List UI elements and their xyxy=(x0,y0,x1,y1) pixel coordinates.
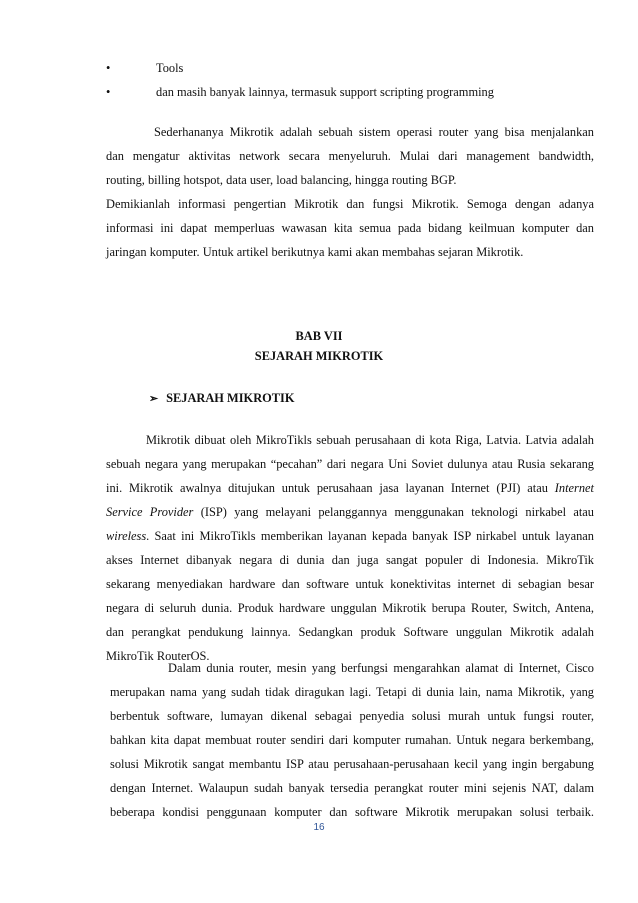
paragraph-definition xyxy=(106,120,594,264)
arrow-bullet-icon: ➢ xyxy=(149,393,159,405)
section-title: SEJARAH MIKROTIK xyxy=(166,391,295,405)
text-line: bahkan kita dapat membuat router sendiri dari komputer rumahan. Untuk negara berkembang, xyxy=(110,733,594,747)
bullet-mark: • xyxy=(106,61,111,75)
chapter-title: SEJARAH MIKROTIK xyxy=(254,349,384,363)
text-line: Dalam dunia router, mesin yang berfungsi mengarahkan alamat di Internet, Cisco xyxy=(168,661,594,675)
text-line: dan mengatur aktivitas network secara menyeluruh. Mulai dari management bandwidth, xyxy=(106,149,594,163)
section-heading xyxy=(149,390,295,407)
text-line: sekarang menyediakan hardware dan software untuk konektivitas internet di sebagian besar xyxy=(106,577,594,591)
page-number: 16 xyxy=(313,822,325,833)
text-line: Demikianlah informasi pengertian Mikrotik dan fungsi Mikrotik. Semoga dengan adanya xyxy=(106,197,594,211)
text-line: negara di seluruh dunia. Produk hardware unggulan Mikrotik berupa Router, Switch, Antena, xyxy=(106,601,594,615)
bullet-text: Tools xyxy=(156,61,184,75)
text-line: dan perangkat pendukung lainnya. Sedangkan produk Software unggulan Mikrotik adalah xyxy=(106,625,594,639)
text-line: akses Internet dibanyak negara di dunia dan juga sangat populer di Indonesia. MikroTik xyxy=(106,553,594,567)
bullet-text: dan masih banyak lainnya, termasuk support scripting programming xyxy=(156,85,494,99)
text-line: ini. Mikrotik awalnya ditujukan untuk perusahaan jasa layanan Internet (PJI) atau Internet xyxy=(106,481,594,495)
text-line: dengan Internet. Walaupun sudah banyak tersedia perangkat router mini sejenis NAT, dalam xyxy=(110,781,594,795)
text-line: MikroTik RouterOS. xyxy=(106,649,210,663)
chapter-number: BAB VII xyxy=(295,329,343,343)
text-line: routing, billing hotspot, data user, load balancing, hingga routing BGP. xyxy=(106,173,457,187)
text-line: Mikrotik dibuat oleh MikroTikls sebuah perusahaan di kota Riga, Latvia. Latvia adalah xyxy=(146,433,594,447)
bullet-item xyxy=(106,84,546,100)
text-line: Service Provider (ISP) yang melayani pelanggannya menggunakan teknologi nirkabel atau xyxy=(106,505,594,519)
text-line: informasi ini dapat memperluas wawasan kita semua pada bidang keilmuan komputer dan xyxy=(106,221,594,235)
bullet-mark: • xyxy=(106,85,111,99)
text-line: jaringan komputer. Untuk artikel berikutnya kami akan membahas sejaran Mikrotik. xyxy=(106,245,524,259)
paragraph-router xyxy=(110,656,594,824)
bullet-item xyxy=(106,60,546,76)
text-line: beberapa kondisi penggunaan komputer dan software Mikrotik merupakan solusi terbaik. xyxy=(110,805,594,819)
text-line: solusi Mikrotik sangat membantu ISP atau perusahaan-perusahaan kecil yang ingin bergabung xyxy=(110,757,594,771)
text-line: merupakan nama yang sudah tidak diragukan lagi. Tetapi di dunia lain, nama Mikrotik, yang xyxy=(110,685,594,699)
text-line: Sederhananya Mikrotik adalah sebuah sistem operasi router yang bisa menjalankan xyxy=(154,125,594,139)
paragraph-history xyxy=(106,428,594,668)
text-line: wireless. Saat ini MikroTikls memberikan layanan kepada banyak ISP nirkabel untuk layanan xyxy=(106,529,594,543)
text-line: berbentuk software, lumayan dikenal sebagai penyedia solusi murah untuk fungsi router, xyxy=(110,709,594,723)
text-line: sebuah negara yang merupakan “pecahan” dari negara Uni Soviet dulunya atau Rusia sekarang xyxy=(106,457,594,471)
